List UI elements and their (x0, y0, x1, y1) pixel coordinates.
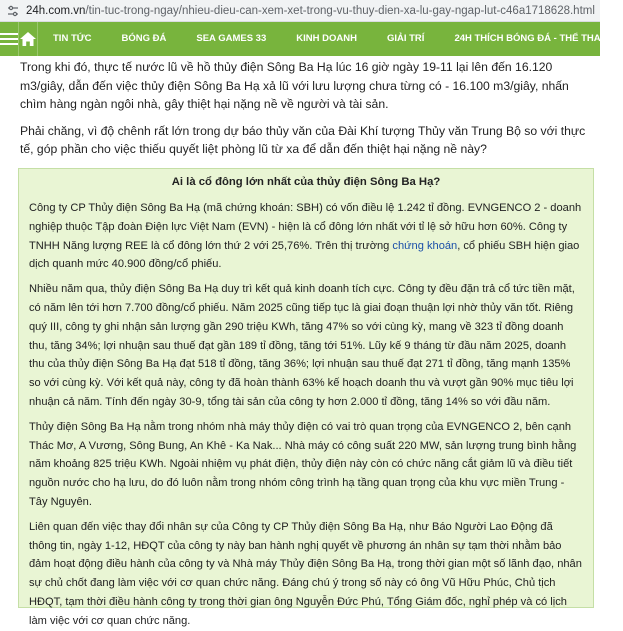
info-box-paragraph-4: Liên quan đến việc thay đổi nhân sự của Công ty CP Thủy điện Sông Ba Hạ, như Báo Người Lao Động đã thông tin, ngày 1-12, HĐQT của công ty này ban hành nghị quyết về phương án nhân sự tạm thời nhằm bảo đảm hoạt động điều hành của công ty và Nhà máy Thủy điện Sông Ba Hạ, trong thời gian một số lãnh đạo, nhân sự chủ chốt đang làm việc với cơ quan chức năng. Đáng chú ý trong số này có ông Vũ Hữu Phúc, Chủ tịch HĐQT, tạm thời điều hành công ty trong thời gian ông Nguyễn Đức Phú, Tổng Giám đốc, nghỉ phép và có lịch làm việc với cơ quan chức năng. (29, 520, 582, 627)
info-box-paragraph-3: Thủy điện Sông Ba Hạ nằm trong nhóm nhà máy thủy điện có vai trò quan trọng của EVNGENCO 2, bên cạnh Thác Mơ, A Vương, Sông Bung, An Khê - Ka Nak... Nhà máy có công suất 220 MW, sản lượng trung bình hằng năm khoảng 825 triệu KWh. Ngoài nhiệm vụ phát điện, thủy điện này còn có chức năng cắt giảm lũ và điều tiết nguồn nước cho hạ lưu, do đó luôn nằm trong nhóm công trình hạ tầng quan trọng của khu vực miền Trung - Tây Nguyên. (29, 420, 577, 508)
article-paragraph-2: Phải chăng, vì độ chênh rất lớn trong dự báo thủy văn của Đài Khí tượng Thủy văn Trung Bộ so với thực tế, góp phần cho việc thiếu quyết liệt phòng lũ từ xa để dẫn đến thiệt hại nặng nề này? (20, 123, 586, 156)
site-nav-bar (0, 22, 609, 56)
info-box (18, 168, 594, 627)
url-host: 24h.com.vn (26, 4, 86, 17)
url-path: /tin-tuc-trong-ngay/nhieu-dieu-can-xem-xet-trong-vu-thuy-dien-xa-lu-gay-ngap-lut-c46a1718628.html (85, 4, 595, 17)
article-body (20, 56, 596, 159)
home-icon[interactable] (18, 22, 38, 56)
article-paragraph-1: Trong khi đó, thực tế nước lũ về hồ thủy điện Sông Ba Hạ lúc 16 giờ ngày 19-11 lại lên đến 16.120 m3/giây, dẫn đến việc thủy điện Sông Ba Hạ xả lũ với lưu lượng chưa từng có - 16.100 m3/giây, nhấn chìm hàng ngàn ngôi nhà, gây thiệt hại nặng nề về người và tài sản. (20, 60, 569, 111)
tune-icon[interactable] (6, 4, 20, 18)
nav-item-kinh-doanh[interactable]: KINH DOANH (296, 33, 357, 44)
chung-khoan-link[interactable]: chứng khoán (392, 239, 458, 252)
info-box-title: Ai là cổ đông lớn nhất của thủy điện Sông Ba Hạ? (171, 176, 441, 188)
nav-item-the-thao[interactable]: 24H THÍCH BÓNG ĐÁ - THỂ THAO (454, 33, 609, 44)
nav-item-giai-tri[interactable]: GIẢI TRÍ (386, 33, 425, 44)
info-box-paragraph-2: Nhiều năm qua, thủy điện Sông Ba Hạ duy trì kết quả kinh doanh tích cực. Công ty đều đặn trả cổ tức tiền mặt, có năm lên tới hơn 7.700 đồng/cổ phiếu. Năm 2025 cũng tiếp tục là giai đoạn thuận lợi nhờ thủy văn tốt. Riêng quý III, công ty ghi nhận sản lượng gần 290 triệu KWh, tăng 47% so với cùng kỳ, mang về 323 tỉ đồng doanh thu, tăng 34%; lợi nhuận sau thuế đạt gần 189 tỉ đồng, tăng tới 51%. Lũy kế 9 tháng từ đầu năm 2025, doanh thu của thủy điện Sông Ba Hạ đạt 518 tỉ đồng, tăng 36%; lợi nhuận sau thuế đạt 271 tỉ đồng, tăng mạnh 135% so với cùng kỳ. Với kết quả này, công ty đã hoàn thành 63% kế hoạch doanh thu và vượt gần 90% mục tiêu lợi nhuận cả năm. Tính đến ngày 30-9, tổng tài sản của công ty hơn 2.000 tỉ đồng, tăng 14% so với đầu năm. (29, 283, 575, 408)
browser-address-bar[interactable] (0, 0, 600, 22)
info-box-paragraph-1 (29, 199, 583, 274)
url-text[interactable] (26, 5, 595, 17)
nav-item-bong-da[interactable]: BÓNG ĐÁ (121, 33, 167, 44)
nav-item-tin-tuc[interactable]: TIN TỨC (53, 33, 92, 44)
info-box-p1-text: Công ty CP Thủy điện Sông Ba Hạ (mã chứng khoán: SBH) có vốn điều lệ 1.242 tỉ đồng. EVNGENCO 2 - doanh nghiệp thuộc Tập đoàn Điện lực Việt Nam (EVN) - hiện là cổ đông lớn nhất với tỉ lệ sở hữu hơn 60%. Công ty TNHH Năng lượng REE là cổ đông lớn thứ 2 với 25,76%. Trên thị trường (29, 202, 582, 252)
hamburger-menu-icon[interactable] (0, 22, 18, 56)
nav-item-sea-games[interactable]: SEA GAMES 33 (196, 33, 267, 44)
info-box-p1-text-end: , cổ phiếu SBH hiện giao dịch quanh mức 40.900 đồng/cổ phiếu. (29, 239, 580, 271)
